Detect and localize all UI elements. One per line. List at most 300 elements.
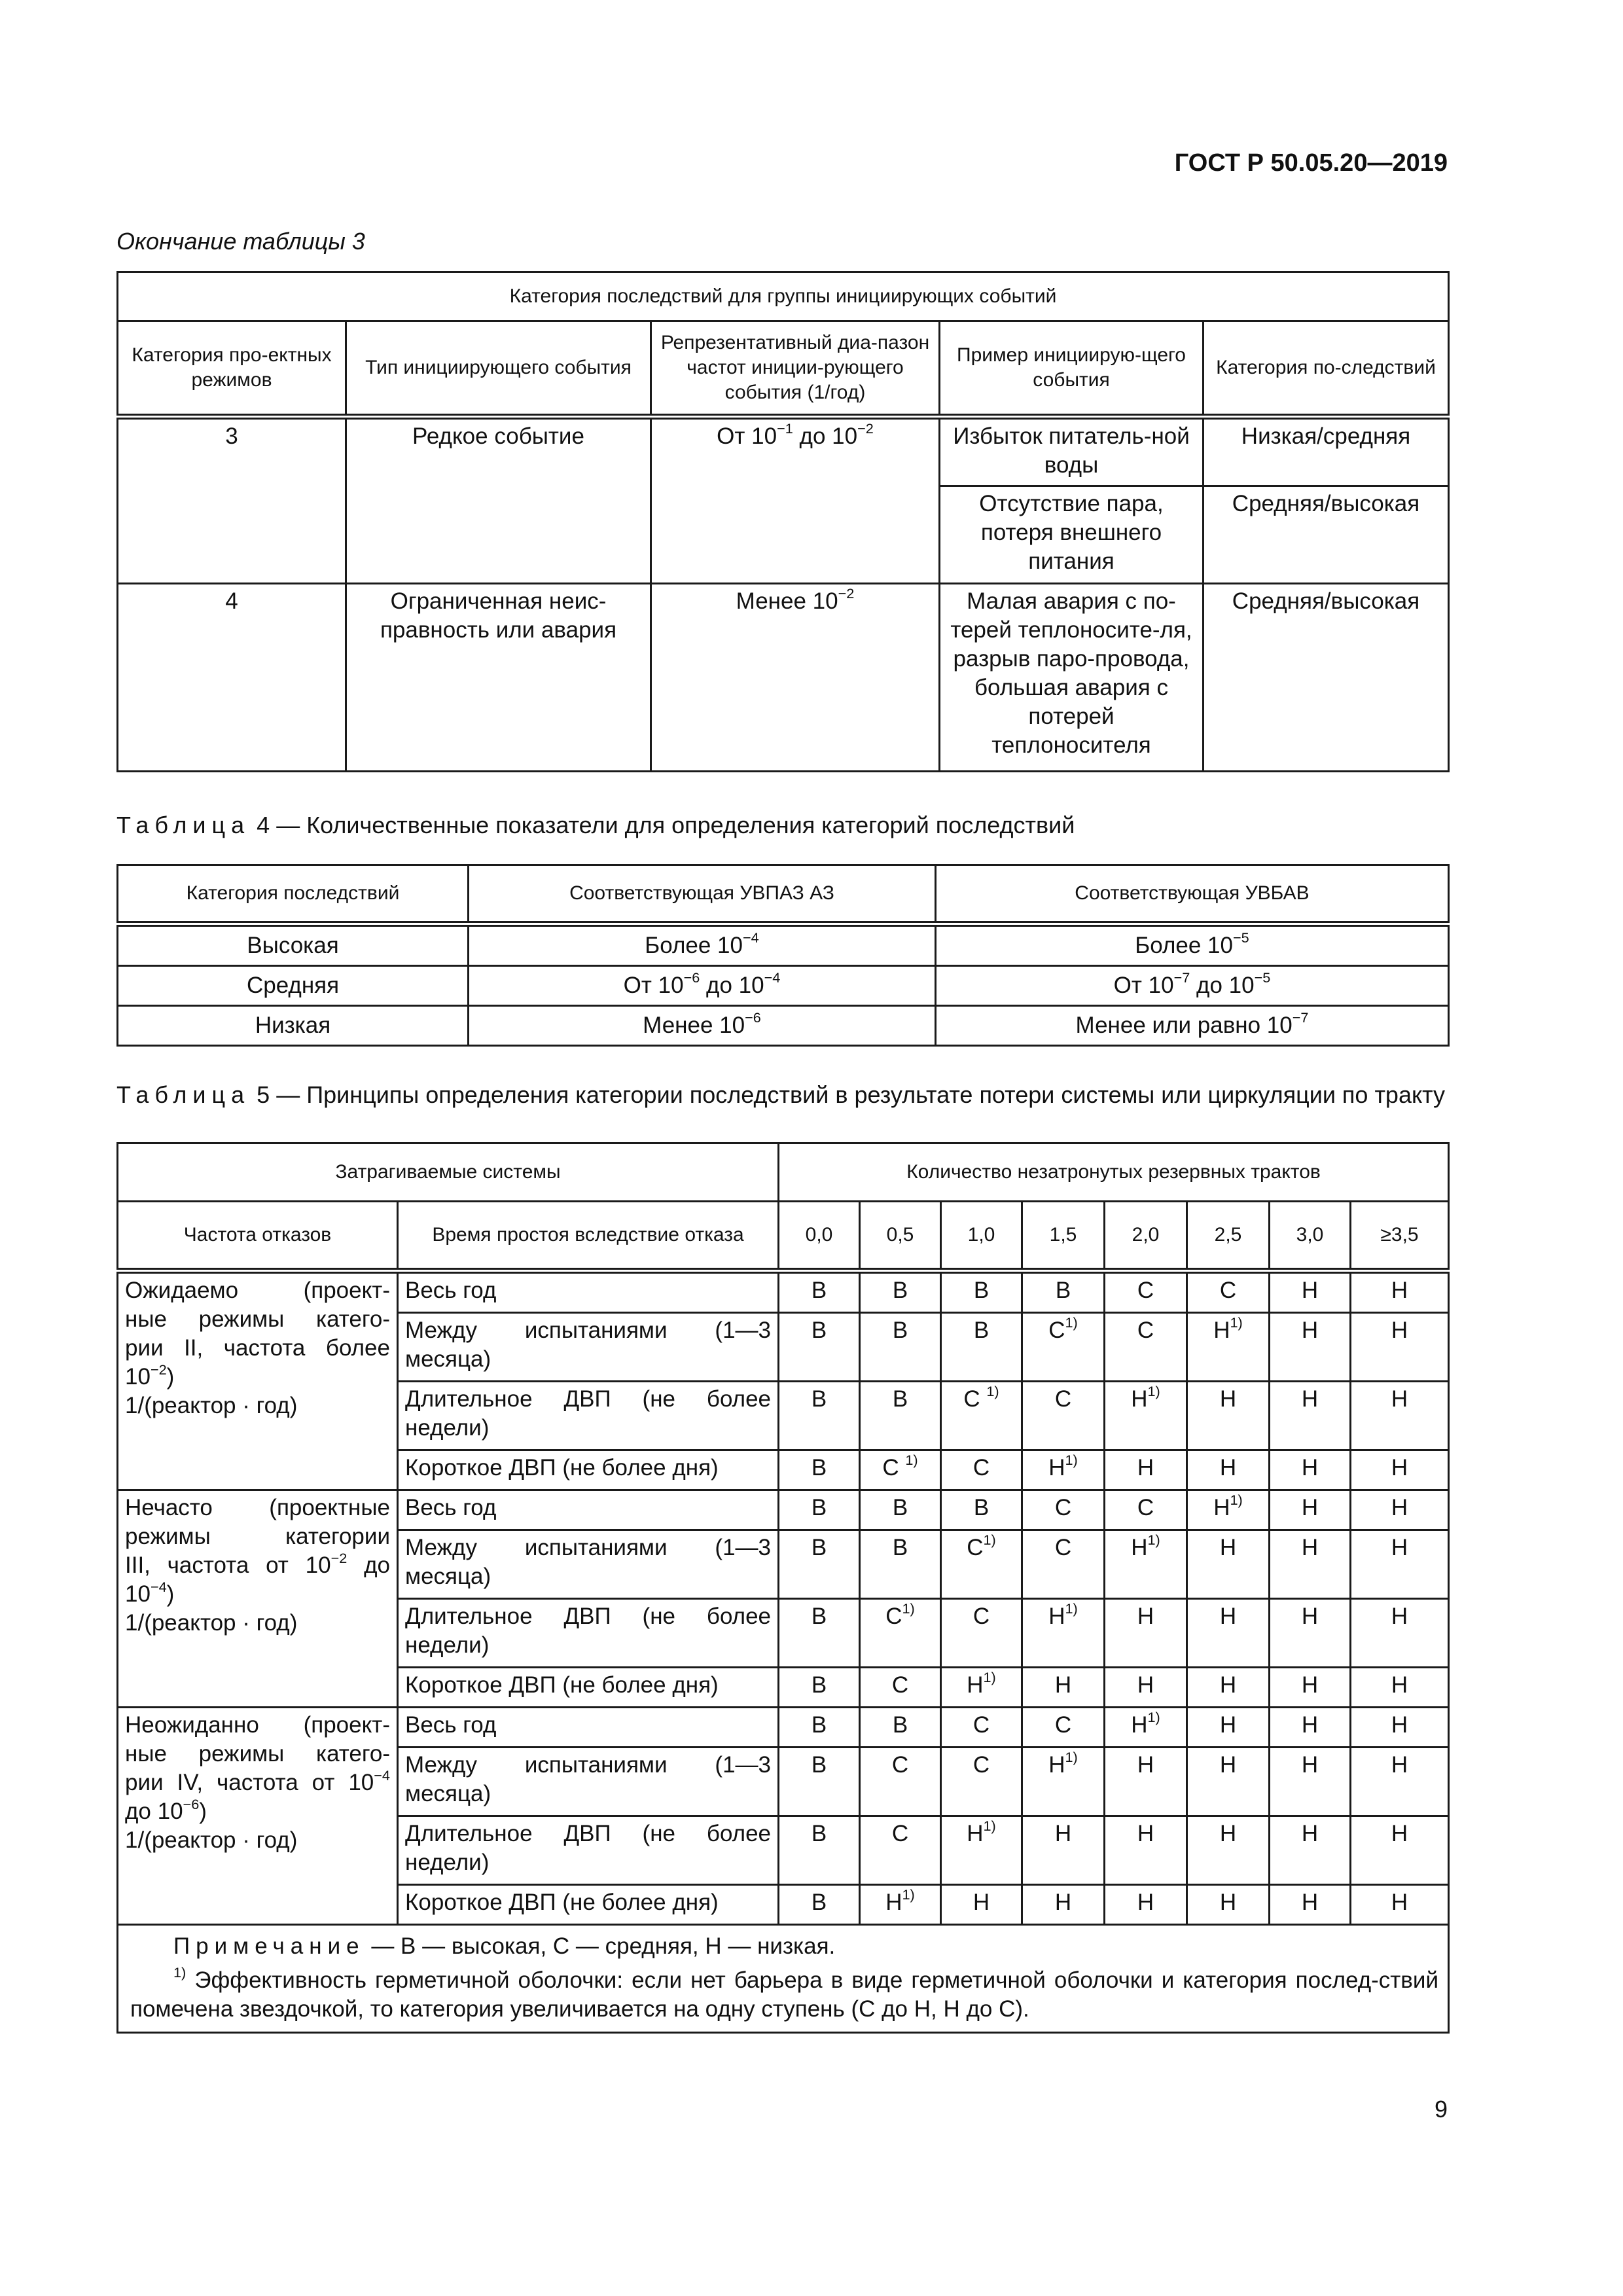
value: С: [1219, 1278, 1237, 1303]
range-text: до 10: [793, 423, 858, 449]
value: С: [1137, 1495, 1154, 1520]
table5-value-cell: [860, 1708, 941, 1748]
value: Н: [1391, 1386, 1408, 1412]
value-exponent: −6: [683, 969, 700, 986]
value: С: [882, 1455, 906, 1480]
value: Н: [1131, 1386, 1148, 1412]
table4-caption-number: 4: [257, 812, 270, 838]
table5-note-row: [118, 1925, 1449, 2033]
value: Н: [1219, 1752, 1237, 1778]
table5-value-cell: [1351, 1748, 1449, 1816]
freq-text: до: [347, 1552, 390, 1579]
table5-value-cell: [1022, 1382, 1105, 1450]
note-text: — В — высокая, С — средняя, Н — низкая.: [365, 1933, 836, 1959]
table5-downtime-cell: Длительное ДВП (не более недели): [398, 1382, 779, 1450]
value: В: [892, 1318, 908, 1343]
table-row: [118, 1006, 1449, 1046]
table5-downtime-cell: Короткое ДВП (не более дня): [398, 1668, 779, 1708]
table5-value-cell: [860, 1816, 941, 1885]
table3-header-category: Категория про-ектных режимов: [118, 321, 346, 417]
table4-header-uvbav: Соответствующая УВБАВ: [936, 865, 1449, 924]
table-row: [118, 1271, 1449, 1313]
table5-frequency-cell: [118, 1271, 398, 1490]
table5-value-cell: [1187, 1271, 1270, 1313]
table3-group-title: Категория последствий для группы инициирующих событий: [118, 272, 1449, 321]
value: Н: [1391, 1535, 1408, 1560]
table5-value-cell: [779, 1530, 860, 1599]
table5-frequency-cell: [118, 1708, 398, 1925]
value: Н: [1054, 1821, 1072, 1846]
table5-header-row-1: [118, 1143, 1449, 1202]
page-number: 9: [1434, 2096, 1448, 2123]
table4-uvpaz-cell: [469, 1006, 936, 1046]
table3-category-cell: 4: [118, 584, 346, 772]
freq-line: 1/(реактор · год): [125, 1610, 298, 1636]
table5-value-cell: [860, 1599, 941, 1668]
table3-consequence-cell: Средняя/высокая: [1204, 486, 1449, 584]
freq-exponent: −4: [374, 1767, 390, 1784]
value: Н: [1219, 1821, 1237, 1846]
table3-consequence-cell: Низкая/средняя: [1204, 417, 1449, 486]
freq-line: Нечасто (проектные: [125, 1495, 390, 1520]
table5-value-cell: [860, 1450, 941, 1490]
value: Н: [1219, 1535, 1237, 1560]
value: Н: [1137, 1752, 1154, 1778]
value: В: [811, 1821, 827, 1846]
table5-caption: [116, 1081, 1445, 1109]
table5-value-cell: [1105, 1748, 1187, 1816]
table5-value-cell: [1351, 1885, 1449, 1925]
value-text: Более 10: [645, 932, 743, 958]
table5-value-cell: [1187, 1599, 1270, 1668]
table5-value-cell: [779, 1490, 860, 1530]
value: Н: [1219, 1712, 1237, 1738]
table5-value-cell: [1187, 1885, 1270, 1925]
value: С: [1054, 1712, 1072, 1738]
table5-value-cell: [1270, 1708, 1351, 1748]
table5-value-cell: [860, 1271, 941, 1313]
table5-header-row-2: [118, 1202, 1449, 1271]
note-label: Примечание: [173, 1933, 365, 1959]
value: Н: [1131, 1712, 1148, 1738]
range-exponent: −2: [838, 585, 855, 602]
value: В: [811, 1386, 827, 1412]
value: Н: [1054, 1890, 1072, 1915]
value: В: [811, 1712, 827, 1738]
table4-header-row: [118, 865, 1449, 924]
value-exponent: −5: [1254, 969, 1271, 986]
table5-value-cell: [1351, 1708, 1449, 1748]
table5-note-cell: [118, 1925, 1449, 2033]
table3-header-consequence: Категория по-следствий: [1204, 321, 1449, 417]
table4-uvbav-cell: [936, 966, 1449, 1006]
table5-value-cell: [1270, 1490, 1351, 1530]
table5-value-cell: [1105, 1271, 1187, 1313]
value: В: [811, 1672, 827, 1698]
value: С: [1137, 1318, 1154, 1343]
value: С: [1054, 1535, 1072, 1560]
table5-value-cell: [1270, 1313, 1351, 1382]
value: Н: [1301, 1752, 1319, 1778]
table5-value-cell: [1105, 1490, 1187, 1530]
freq-line: ные режимы катего-: [125, 1306, 390, 1333]
table5-value-cell: [860, 1885, 941, 1925]
value: Н: [1054, 1672, 1072, 1698]
table5-downtime-cell: Между испытаниями (1—3 месяца): [398, 1313, 779, 1382]
table5-value-cell: [941, 1382, 1022, 1450]
value: Н: [967, 1672, 984, 1698]
freq-text: до 10: [125, 1799, 183, 1825]
table5-value-cell: [1351, 1816, 1449, 1885]
freq-line: 1/(реактор · год): [125, 1827, 298, 1854]
value: Н: [1219, 1890, 1237, 1915]
value: Н: [1391, 1821, 1408, 1846]
table5-value-cell: [1270, 1271, 1351, 1313]
range-exponent: −2: [857, 420, 874, 437]
value: В: [811, 1752, 827, 1778]
table5-value-cell: [1187, 1708, 1270, 1748]
freq-line: [125, 1797, 390, 1826]
value-exponent: −4: [742, 929, 759, 946]
freq-line: [125, 1580, 390, 1609]
value: С: [1048, 1318, 1065, 1343]
table5-header-frequency: Частота отказов: [118, 1202, 398, 1271]
table5-value-cell: [941, 1271, 1022, 1313]
value-text: Менее или равно 10: [1075, 1012, 1293, 1038]
table3-header-row: [118, 321, 1449, 417]
table5-value-cell: [1270, 1530, 1351, 1599]
table5-path-count: 0,5: [860, 1202, 941, 1271]
value: В: [973, 1278, 990, 1303]
table5-value-cell: [941, 1748, 1022, 1816]
value: В: [811, 1455, 827, 1480]
table4-caption: [116, 812, 1075, 839]
value-exponent: −5: [1232, 929, 1249, 946]
table5-value-cell: [1022, 1450, 1105, 1490]
footnote-mark: 1): [1065, 1452, 1078, 1469]
table5-value-cell: [779, 1668, 860, 1708]
value: С: [967, 1535, 984, 1560]
value: В: [892, 1495, 908, 1520]
table5-downtime-cell: Между испытаниями (1—3 месяца): [398, 1530, 779, 1599]
table5-value-cell: [1105, 1599, 1187, 1668]
value: Н: [1219, 1672, 1237, 1698]
table5-caption-label: Таблица: [116, 1081, 251, 1108]
value: Н: [1301, 1318, 1319, 1343]
table3-range-cell: [651, 584, 940, 772]
table5-value-cell: [1187, 1382, 1270, 1450]
note-line: [130, 1932, 1438, 1961]
document-code: ГОСТ Р 50.05.20—2019: [1174, 149, 1448, 177]
range-text: Менее 10: [736, 588, 838, 614]
table5-value-cell: [1351, 1313, 1449, 1382]
value: Н: [1301, 1712, 1319, 1738]
table5-value-cell: [1022, 1668, 1105, 1708]
table3-consequence-cell: Средняя/высокая: [1204, 584, 1449, 772]
value: Н: [1301, 1604, 1319, 1629]
table5-downtime-cell: Весь год: [398, 1490, 779, 1530]
table5-value-cell: [1270, 1885, 1351, 1925]
table3-header-example: Пример инициирую-щего события: [940, 321, 1204, 417]
table-row: [118, 417, 1449, 486]
footnote-mark: 1): [1230, 1314, 1243, 1331]
table5-value-cell: [1270, 1748, 1351, 1816]
footnote-mark: 1): [1147, 1383, 1160, 1400]
table5-value-cell: [1270, 1668, 1351, 1708]
value: Н: [1301, 1535, 1319, 1560]
table5-value-cell: [941, 1708, 1022, 1748]
footnote-mark: 1): [902, 1886, 915, 1903]
value: В: [892, 1278, 908, 1303]
footnote-mark: 1): [1147, 1709, 1160, 1726]
table5-value-cell: [1351, 1382, 1449, 1450]
value: Н: [1137, 1455, 1154, 1480]
freq-line: Ожидаемо (проект-: [125, 1278, 390, 1303]
value: В: [811, 1278, 827, 1303]
table5-value-cell: [1022, 1816, 1105, 1885]
value-exponent: −6: [745, 1009, 761, 1026]
table5-value-cell: [860, 1668, 941, 1708]
table3: [116, 271, 1450, 772]
table3-example-cell: Отсутствие пара, потеря внешнего питания: [940, 486, 1204, 584]
value-exponent: −7: [1292, 1009, 1309, 1026]
value: Н: [1301, 1455, 1319, 1480]
table5-downtime-cell: Длительное ДВП (не более недели): [398, 1816, 779, 1885]
table5-value-cell: [1022, 1748, 1105, 1816]
table5-value-cell: [1187, 1748, 1270, 1816]
table4-caption-text: — Количественные показатели для определения категорий последствий: [270, 812, 1075, 838]
table5-value-cell: [1270, 1599, 1351, 1668]
table5-value-cell: [1105, 1313, 1187, 1382]
value: Н: [1301, 1890, 1319, 1915]
table5-caption-text: — Принципы определения категории последствий в результате потери системы или циркуляции по тракту: [270, 1081, 1446, 1108]
table5-value-cell: [1022, 1271, 1105, 1313]
freq-line: [125, 1768, 390, 1797]
table5-downtime-cell: Короткое ДВП (не более дня): [398, 1450, 779, 1490]
table5-path-count: 0,0: [779, 1202, 860, 1271]
table-row: [118, 966, 1449, 1006]
freq-text: рии IV, частота от 10: [125, 1770, 374, 1796]
value: Н: [1048, 1455, 1065, 1480]
value: В: [811, 1535, 827, 1560]
freq-line: режимы категории: [125, 1524, 390, 1550]
table5-value-cell: [941, 1450, 1022, 1490]
table-row: [118, 1708, 1449, 1748]
freq-text: 10: [125, 1581, 151, 1607]
table5-value-cell: [779, 1816, 860, 1885]
table5-header-systems: Затрагиваемые системы: [118, 1143, 779, 1202]
value: С: [891, 1672, 909, 1698]
value: В: [973, 1495, 990, 1520]
range-exponent: −1: [777, 420, 793, 437]
table5-value-cell: [1022, 1885, 1105, 1925]
table5-value-cell: [860, 1530, 941, 1599]
table5-value-cell: [1105, 1708, 1187, 1748]
table4-caption-label: Таблица: [116, 812, 251, 838]
table5-value-cell: [779, 1708, 860, 1748]
value: Н: [1391, 1318, 1408, 1343]
table-row: [118, 1490, 1449, 1530]
table5-value-cell: [1105, 1450, 1187, 1490]
freq-line: [125, 1551, 390, 1580]
value: С: [891, 1752, 909, 1778]
freq-text: ): [199, 1799, 207, 1825]
footnote-mark: 1): [173, 1964, 187, 1981]
table5-value-cell: [941, 1599, 1022, 1668]
table5: [116, 1142, 1450, 2034]
table3-example-cell: Малая авария с по-терей теплоносите-ля, разрыв паро-провода, большая авария с потерей теплоносителя: [940, 584, 1204, 772]
table5-value-cell: [1187, 1530, 1270, 1599]
table4: [116, 864, 1450, 1047]
value: Н: [1391, 1672, 1408, 1698]
footnote-mark: 1): [1065, 1749, 1078, 1766]
value: Н: [1137, 1890, 1154, 1915]
value-text: Менее 10: [643, 1012, 745, 1038]
table3-category-cell: 3: [118, 417, 346, 584]
value: Н: [1391, 1890, 1408, 1915]
value: В: [892, 1386, 908, 1412]
value: Н: [1301, 1672, 1319, 1698]
table5-value-cell: [779, 1382, 860, 1450]
table5-value-cell: [1351, 1668, 1449, 1708]
table3-type-cell: Редкое событие: [346, 417, 651, 584]
table4-category-cell: Низкая: [118, 1006, 469, 1046]
value: С: [1054, 1495, 1072, 1520]
value: В: [973, 1318, 990, 1343]
table-row: [118, 584, 1449, 772]
table5-value-cell: [941, 1885, 1022, 1925]
value: С: [1137, 1278, 1154, 1303]
table5-value-cell: [1022, 1313, 1105, 1382]
table4-uvbav-cell: [936, 924, 1449, 966]
table5-path-count: 2,0: [1105, 1202, 1187, 1271]
table5-value-cell: [1187, 1668, 1270, 1708]
freq-line: рии II, частота более: [125, 1335, 390, 1361]
footnote-mark: 1): [905, 1452, 918, 1469]
value: С: [885, 1604, 902, 1629]
table5-downtime-cell: Между испытаниями (1—3 месяца): [398, 1748, 779, 1816]
table5-value-cell: [1351, 1271, 1449, 1313]
table5-value-cell: [1187, 1490, 1270, 1530]
table5-value-cell: [860, 1748, 941, 1816]
table5-value-cell: [1187, 1450, 1270, 1490]
table5-value-cell: [779, 1748, 860, 1816]
table5-value-cell: [1022, 1599, 1105, 1668]
table5-value-cell: [1105, 1530, 1187, 1599]
table5-value-cell: [1105, 1382, 1187, 1450]
value: Н: [1391, 1455, 1408, 1480]
table5-value-cell: [1022, 1708, 1105, 1748]
value: С: [1054, 1386, 1072, 1412]
freq-line: [125, 1363, 390, 1391]
freq-exponent: −2: [330, 1549, 348, 1566]
value: С: [972, 1712, 990, 1738]
value: С: [972, 1604, 990, 1629]
table5-downtime-cell: Весь год: [398, 1708, 779, 1748]
footnote: [130, 1966, 1438, 2024]
footnote-mark: 1): [986, 1383, 999, 1400]
table5-downtime-cell: Короткое ДВП (не более дня): [398, 1885, 779, 1925]
value: Н: [1137, 1821, 1154, 1846]
value-text: От 10: [1113, 972, 1174, 998]
footnote-mark: 1): [983, 1818, 996, 1835]
freq-line: ные режимы катего-: [125, 1741, 390, 1767]
table5-value-cell: [941, 1530, 1022, 1599]
table5-value-cell: [860, 1313, 941, 1382]
table5-value-cell: [1105, 1668, 1187, 1708]
value: В: [811, 1318, 827, 1343]
footnote-mark: 1): [902, 1600, 915, 1617]
value: В: [811, 1495, 827, 1520]
value: В: [811, 1604, 827, 1629]
table5-value-cell: [941, 1490, 1022, 1530]
value: Н: [972, 1890, 990, 1915]
footnote-mark: 1): [1230, 1492, 1243, 1509]
table5-value-cell: [779, 1885, 860, 1925]
freq-line: Неожиданно (проект-: [125, 1712, 390, 1738]
table5-value-cell: [860, 1382, 941, 1450]
value-text: до 10: [1190, 972, 1255, 998]
table4-header-category: Категория последствий: [118, 865, 469, 924]
table5-path-count: 3,0: [1270, 1202, 1351, 1271]
table4-header-uvpaz: Соответствующая УВПАЗ АЗ: [469, 865, 936, 924]
value: Н: [1048, 1752, 1065, 1778]
table5-frequency-cell: [118, 1490, 398, 1708]
table5-value-cell: [941, 1668, 1022, 1708]
table4-uvbav-cell: [936, 1006, 1449, 1046]
freq-text: 10: [125, 1364, 151, 1390]
value: Н: [967, 1821, 984, 1846]
table5-value-cell: [860, 1490, 941, 1530]
value: Н: [1219, 1604, 1237, 1629]
value: Н: [1301, 1278, 1319, 1303]
table5-value-cell: [1270, 1382, 1351, 1450]
value-exponent: −7: [1173, 969, 1190, 986]
table5-value-cell: [1022, 1490, 1105, 1530]
value: Н: [1219, 1455, 1237, 1480]
table5-caption-number: 5: [257, 1081, 270, 1108]
value: Н: [1391, 1752, 1408, 1778]
footnote-mark: 1): [1147, 1532, 1160, 1549]
table5-value-cell: [779, 1599, 860, 1668]
freq-text: ): [166, 1364, 175, 1390]
value-text: От 10: [623, 972, 684, 998]
table5-value-cell: [1270, 1816, 1351, 1885]
table5-value-cell: [779, 1313, 860, 1382]
table3-header-type: Тип инициирующего события: [346, 321, 651, 417]
value: В: [811, 1890, 827, 1915]
value: С: [972, 1752, 990, 1778]
table5-value-cell: [1351, 1599, 1449, 1668]
value: Н: [1131, 1535, 1148, 1560]
table4-uvpaz-cell: [469, 966, 936, 1006]
table5-downtime-cell: Весь год: [398, 1271, 779, 1313]
value: Н: [1213, 1495, 1230, 1520]
table3-example-cell: Избыток питатель-ной воды: [940, 417, 1204, 486]
table5-value-cell: [941, 1313, 1022, 1382]
footnote-mark: 1): [983, 1532, 996, 1549]
footnote-text: Эффективность герметичной оболочки: если нет барьера в виде герметичной оболочки и категория послед-ствий помечена звездочкой, то категория увеличивается на одну ступень (С до Н, Н до С).: [130, 1967, 1439, 2022]
value: Н: [885, 1890, 902, 1915]
value: Н: [1301, 1386, 1319, 1412]
table5-value-cell: [941, 1816, 1022, 1885]
value: Н: [1301, 1821, 1319, 1846]
value: В: [892, 1712, 908, 1738]
table5-path-count: 2,5: [1187, 1202, 1270, 1271]
freq-text: III, частота от 10: [125, 1552, 331, 1579]
table5-path-count: 1,5: [1022, 1202, 1105, 1271]
table5-value-cell: [1270, 1450, 1351, 1490]
